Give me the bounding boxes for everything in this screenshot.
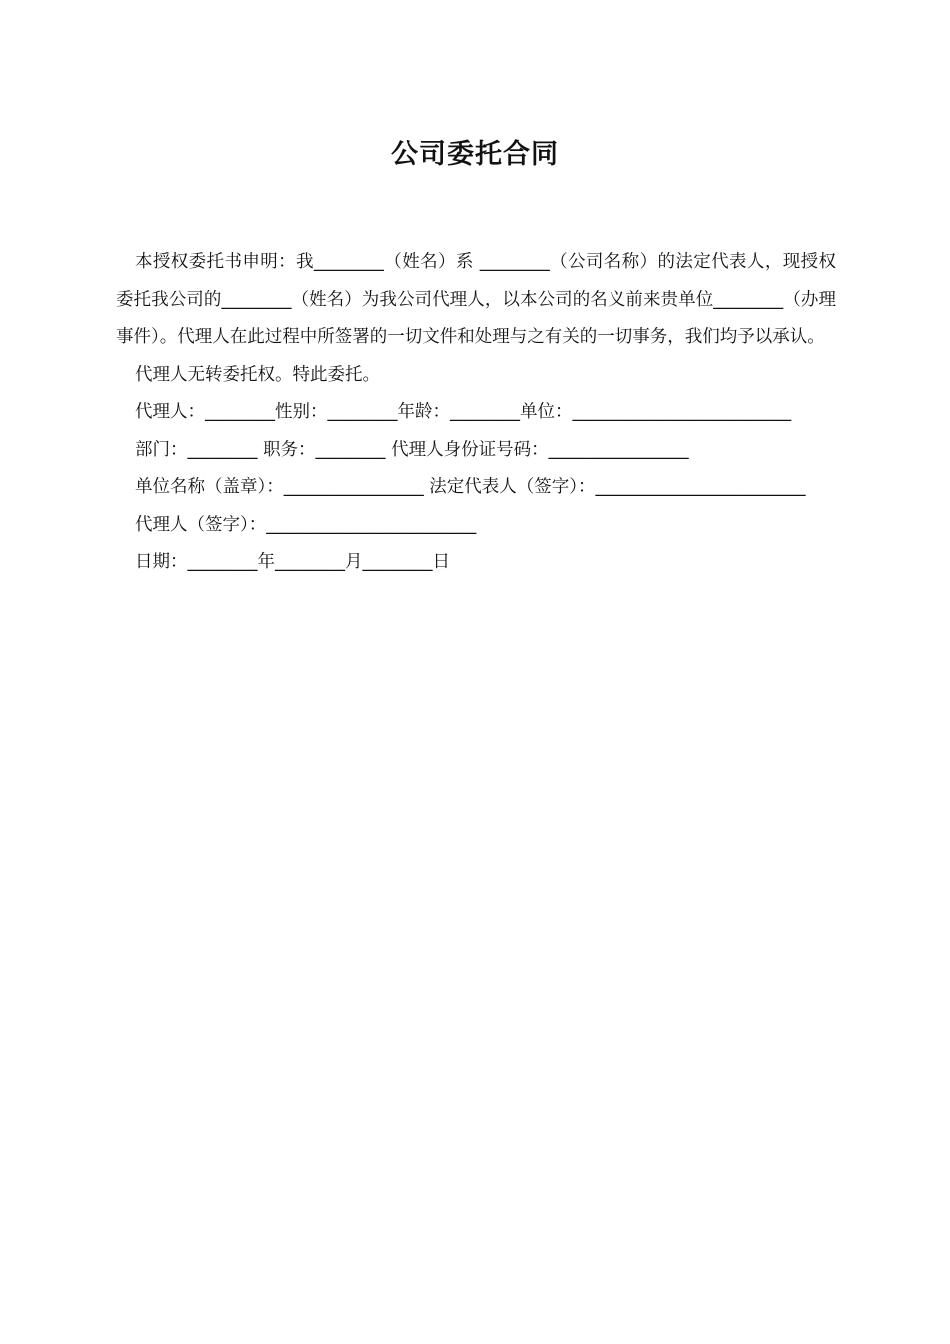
no-subdelegation-paragraph: 代理人无转委托权。特此委托。 (135, 364, 380, 385)
document-body (116, 244, 836, 582)
authorization-statement-paragraph: 本授权委托书申明：我________（姓名）系 ________（公司名称）的法定代表人，现授权委托我公司的________（姓名）为我公司代理人，以本公司的名义前来贵单位________（办理事件）。代理人在此过程中所签署的一切文件和处理与之有关的一切事务，我们均予以承认。 (116, 252, 836, 347)
agent-info-line: 代理人：________性别：________年龄：________单位：_________________________ (135, 402, 792, 422)
department-position-id-line: 部门：________ 职务：________ 代理人身份证号码：________________ (135, 439, 689, 460)
document-title: 公司委托合同 (391, 139, 559, 170)
date-line: 日期：________年________月________日 (135, 552, 450, 572)
agent-signature-line: 代理人（签字）：________________________ (135, 514, 477, 535)
company-seal-legal-rep-signature-line: 单位名称（盖章）：________________ 法定代表人（签字）：________________________ (135, 477, 806, 497)
